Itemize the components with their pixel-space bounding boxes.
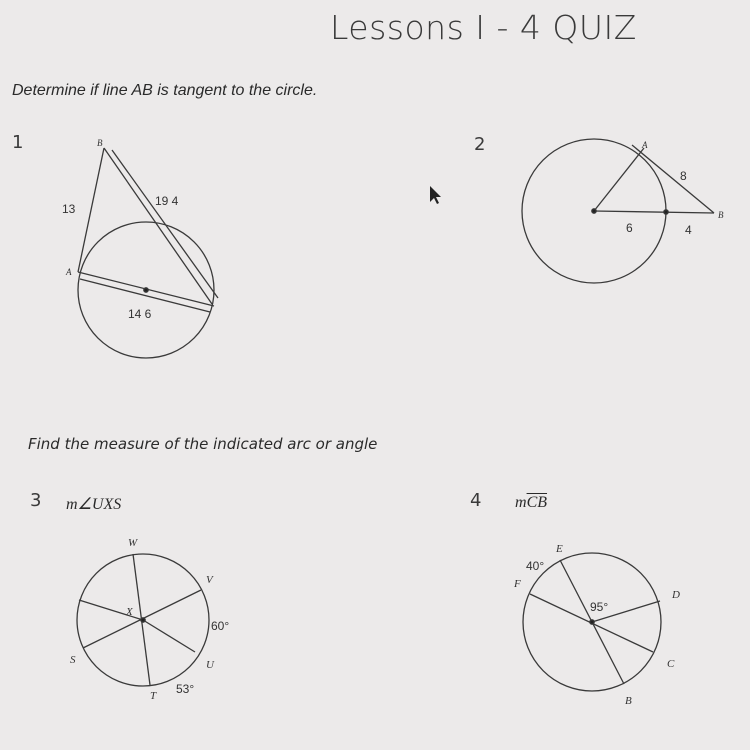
problem-1-length-right: 19 4	[155, 194, 179, 208]
problem-3-diagram	[77, 554, 209, 686]
problem-4-label-D: D	[672, 589, 680, 601]
problem-2-number: 2	[474, 134, 486, 155]
problem-1-length-left: 13	[62, 202, 76, 216]
problem-2-segment-center-b	[594, 211, 714, 213]
problem-4-angle-40: 40°	[526, 559, 545, 573]
problem-2-length-outside: 4	[685, 223, 692, 237]
problem-4-prompt-prefix: m	[515, 494, 527, 511]
problem-1-number: 1	[12, 132, 24, 153]
section2-instruction: Find the measure of the indicated arc or angle	[28, 435, 378, 453]
problem-1-label-B: B	[97, 138, 103, 148]
problem-3-number: 3	[30, 490, 42, 511]
problem-3-label-T: T	[150, 690, 157, 702]
problem-1-segment-left	[78, 148, 104, 272]
page-title: Lessons I - 4 QUIZ	[330, 8, 637, 47]
section1-instruction: Determine if line AB is tangent to the circle.	[12, 82, 318, 99]
problem-1-center-dot	[144, 288, 148, 292]
problem-3-label-W: W	[128, 537, 138, 549]
problem-1-label-A: A	[66, 267, 72, 277]
problem-2-center-dot	[592, 209, 596, 213]
problem-2-length-ab: 8	[680, 169, 687, 183]
problem-2-label-B: B	[718, 210, 724, 220]
problem-4-prompt-arc: $\overline{CB}$	[526, 494, 548, 511]
problem-4-label-E: E	[556, 543, 563, 555]
problem-4-angle-95: 95°	[590, 600, 609, 614]
problem-4-number: 4	[470, 490, 482, 511]
problem-3-angle-60: 60°	[211, 619, 230, 633]
problem-2-intersect-dot	[664, 210, 668, 214]
problem-1-length-bottom: 14 6	[128, 307, 152, 321]
problem-4-center-dot	[590, 620, 594, 624]
problem-3-label-X: X	[126, 606, 133, 618]
problem-3-center-dot	[141, 618, 145, 622]
problem-1-segment-right-a	[104, 148, 212, 304]
problem-3-prompt: m∠UXS	[66, 496, 122, 513]
problem-4-label-C: C	[667, 658, 675, 670]
problem-3-angle-53: 53°	[176, 682, 195, 696]
problem-3-line-x-u	[143, 620, 195, 652]
problem-2-diagram	[522, 139, 714, 283]
problem-4-diagram	[523, 553, 661, 691]
problem-2-length-radius: 6	[626, 221, 633, 235]
mouse-cursor-icon	[430, 186, 441, 204]
problem-2-segment-ab	[632, 145, 714, 213]
problem-3-label-U: U	[206, 659, 214, 671]
problem-3-label-S: S	[70, 654, 76, 666]
problem-3-label-V: V	[206, 574, 213, 586]
problem-3-line-x-w2	[79, 600, 143, 620]
problem-4-label-F: F	[514, 578, 521, 590]
problem-4-label-B: B	[625, 695, 632, 707]
problem-1-diagram	[78, 148, 218, 358]
problem-2-label-A: A	[642, 140, 648, 150]
problem-2-segment-radius-a	[594, 148, 644, 211]
